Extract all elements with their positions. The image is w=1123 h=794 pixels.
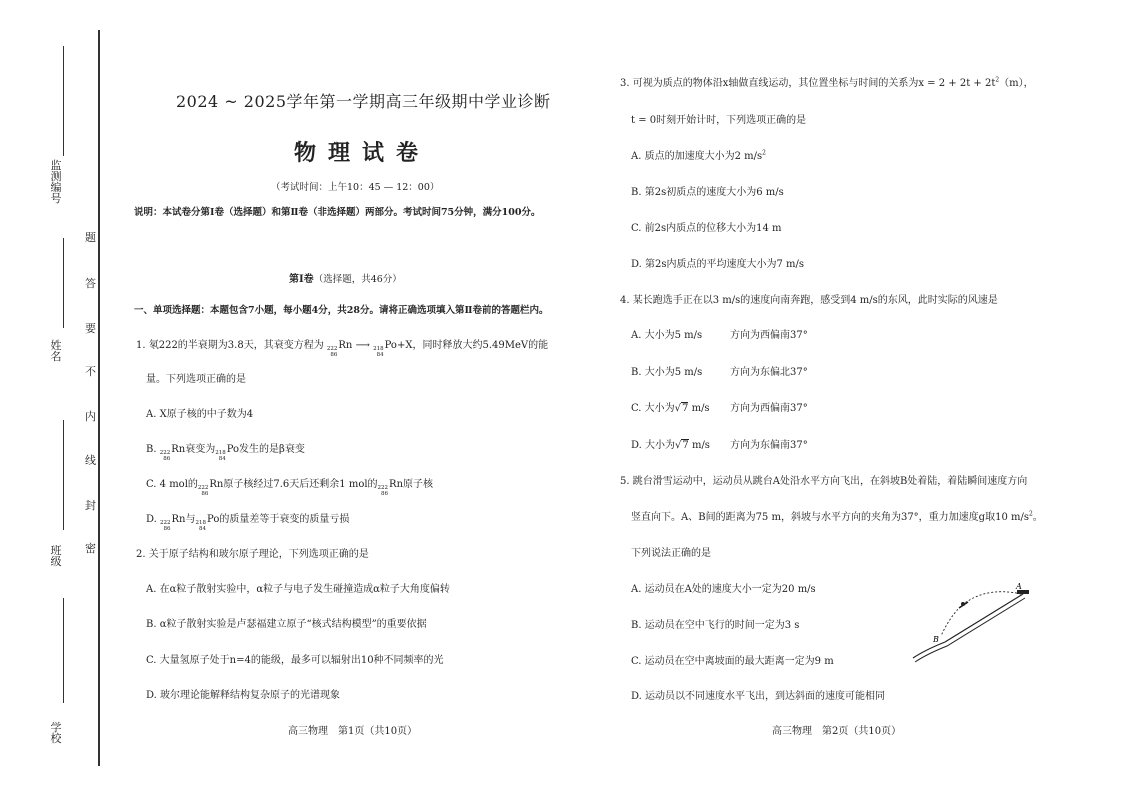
seal-char: 密	[85, 542, 96, 555]
exam-time: （考试时间：上午10：45 — 12：00）	[271, 182, 440, 193]
po-index	[215, 450, 226, 462]
q5-stem-text: 。	[1032, 512, 1043, 523]
rn-symbol: Rn	[171, 514, 186, 525]
rn-symbol: Rn	[209, 479, 224, 490]
exam-number-blank	[63, 46, 64, 156]
q3-option-a	[631, 147, 766, 162]
superscript: 2	[762, 149, 766, 157]
q2-option-d: D. 玻尔理论能解释结构复杂原子的光谱现象	[146, 690, 341, 701]
q4-option-c: C. 大小为√7 m/s	[631, 403, 710, 414]
ski-jump-diagram	[905, 580, 1035, 665]
option-text: C. 4 mol的	[146, 479, 198, 490]
trajectory	[941, 592, 1021, 636]
option-text: 发生的是β衰变	[239, 444, 305, 455]
school-label: 学 校	[50, 721, 73, 745]
rn-mass: 222	[377, 485, 389, 491]
decay-arrow: ⟶	[355, 340, 370, 351]
option-text: 原子核经过7.6天后还剩余1 mol的	[223, 479, 378, 490]
po-z: 84	[199, 526, 207, 532]
part-heading	[289, 270, 402, 285]
q5-option-b: B. 运动员在空中飞行的时间一定为3 s	[631, 620, 800, 631]
q3-stem-cont: t = 0时刻开始计时，下列选项正确的是	[631, 115, 807, 126]
left-page-footer: 高三物理 第1页（共10页）	[288, 726, 418, 737]
q2-option-a: A. 在α粒子散射实验中，α粒子与电子发生碰撞造成α粒子大角度偏转	[146, 584, 450, 595]
skier-icon	[959, 602, 968, 608]
sqrt-radicand: 7	[682, 403, 689, 414]
po-index	[373, 346, 384, 358]
seal-char: 线	[85, 454, 96, 467]
rn-mass: 222	[326, 346, 338, 352]
q1-option-c	[146, 475, 433, 497]
rn-mass: 222	[160, 520, 171, 526]
rn-symbol: Rn	[389, 479, 404, 490]
option-letter: D.	[146, 514, 157, 525]
subject-title: 物理试卷	[294, 140, 431, 166]
po-mass: 218	[215, 450, 226, 456]
q3-stem-text: （m），	[999, 78, 1034, 89]
name-blank	[63, 238, 64, 328]
q4-option-a	[631, 326, 702, 341]
superscript: 2	[995, 76, 1000, 84]
q1-option-d	[146, 510, 349, 532]
seal-char: 内	[85, 410, 96, 423]
option-text: C. 大小为	[631, 403, 675, 414]
figure-label-a: A	[1016, 582, 1022, 591]
unit: m/s	[688, 440, 710, 451]
q2-option-c: C. 大量氢原子处于n=4的能级，最多可以辐射出10种不同频率的光	[146, 655, 444, 666]
slope-lower-edge	[915, 598, 1025, 662]
rn-index	[160, 520, 171, 532]
rn-mass: 222	[159, 450, 171, 456]
figure-label-b: B	[933, 635, 939, 644]
option-text: 原子核	[403, 479, 434, 490]
q4-option-b: B. 大小为5 m/s	[631, 367, 703, 378]
q5-option-d: D. 运动员以不同速度水平飞出，到达斜面的速度可能相同	[631, 691, 886, 702]
q1-stem-text: +X，同时释放大约5.49MeV的能	[396, 340, 549, 351]
q1-stem	[136, 336, 548, 358]
q5-stem: 5. 跳台滑雪运动中，运动员从跳台A处沿水平方向飞出，在斜坡B处着陆，着陆瞬间速度方向	[620, 476, 1028, 487]
exam-number-label: 监测编号	[50, 159, 62, 205]
rn-index	[327, 346, 338, 358]
option-text: 的质量差等于衰变的质量亏损	[219, 514, 350, 525]
q5-option-a: A. 运动员在A处的速度大小一定为20 m/s	[631, 584, 816, 595]
q4-option-b-direction: 方向为东偏北37°	[730, 367, 808, 378]
seal-char: 题	[85, 231, 96, 244]
seal-char: 要	[85, 322, 96, 335]
po-z: 84	[376, 352, 384, 358]
q3-option-d: D. 第2s内质点的平均速度大小为7 m/s	[631, 259, 805, 270]
rn-symbol: Rn	[171, 444, 186, 455]
q5-option-c: C. 运动员在空中离坡面的最大距离一定为9 m	[631, 656, 834, 667]
binding-line	[98, 30, 100, 766]
exam-title: 2024 ~ 2025学年第一学期高三年级期中学业诊断	[176, 92, 551, 111]
q4-stem: 4. 某长跑选手正在以3 m/s的速度向南奔跑，感受到4 m/s的东风，此时实际的风速是	[620, 295, 998, 306]
q5-stem-text: 竖直向下。A、B间的距离为75 m，斜坡与水平方向的夹角为37°，重力加速度g取10 m/s	[631, 512, 1029, 523]
seal-char: 答	[85, 277, 96, 290]
section-title: 一、单项选择题：本题包含7小题，每小题4分，共28分。请将正确选项填入第Ⅱ卷前的答题栏内。	[134, 305, 549, 316]
q5-stem-question: 下列说法正确的是	[631, 548, 711, 559]
part-subtitle: （选择题，共46分）	[313, 274, 402, 285]
class-label: 班 级	[50, 544, 73, 568]
q3-stem-text: 3. 可视为质点的物体沿x轴做直线运动，其位置坐标与时间的关系为x = 2 + 2t + 2t	[620, 78, 996, 89]
q1-option-a: A. X原子核的中子数为4	[146, 409, 254, 420]
rn-index	[378, 485, 389, 497]
q4-option-c-direction: 方向为西偏南37°	[730, 403, 808, 414]
q4-option-d-direction: 方向为东偏南37°	[730, 440, 808, 451]
po-mass: 218	[195, 520, 207, 526]
q5-stem-cont	[631, 508, 1043, 523]
po-symbol: Po	[384, 340, 397, 351]
rn-z: 86	[163, 526, 171, 532]
q2-option-b: B. α粒子散射实验是卢瑟福建立原子“核式结构模型”的重要依据	[146, 619, 427, 630]
rn-index	[198, 485, 209, 497]
po-z: 84	[218, 456, 226, 462]
seal-char: 封	[85, 499, 96, 512]
option-text: A. 大小为5 m/s	[631, 330, 703, 341]
q3-option-b: B. 第2s初质点的速度大小为6 m/s	[631, 187, 784, 198]
q3-option-c: C. 前2s内质点的位移大小为14 m	[631, 223, 782, 234]
rn-index	[160, 450, 171, 462]
po-index	[196, 520, 207, 532]
unit: m/s	[688, 403, 710, 414]
rn-z: 86	[330, 352, 338, 358]
option-text: D. 大小为	[631, 440, 676, 451]
superscript: 2	[1028, 510, 1033, 518]
sqrt-radicand: 7	[682, 440, 689, 451]
rn-z: 86	[163, 456, 171, 462]
q4-option-d: D. 大小为√7 m/s	[631, 440, 710, 451]
school-blank	[63, 598, 64, 703]
q1-option-b	[146, 440, 305, 462]
slope-upper-edge	[913, 594, 1023, 658]
option-text: A. 质点的加速度大小为2 m/s	[631, 151, 763, 162]
class-blank	[63, 420, 64, 530]
q3-stem	[620, 74, 1034, 89]
option-text: 与	[185, 514, 196, 525]
part-title: 第Ⅰ卷	[289, 274, 314, 285]
option-text: 衰变为	[185, 444, 216, 455]
po-mass: 218	[373, 346, 384, 352]
rn-mass: 222	[197, 485, 209, 491]
po-symbol: Po	[226, 444, 240, 455]
right-page-footer: 高三物理 第2页（共10页）	[772, 726, 902, 737]
q1-stem-cont: 量。下列选项正确的是	[146, 374, 246, 385]
option-letter: B.	[146, 444, 157, 455]
seal-char: 不	[85, 365, 96, 378]
q4-option-a-direction: 方向为西偏南37°	[730, 330, 808, 341]
rn-z: 86	[381, 491, 389, 497]
rn-symbol: Rn	[338, 340, 353, 351]
po-symbol: Po	[207, 514, 220, 525]
rn-z: 86	[201, 491, 209, 497]
q2-stem: 2. 关于原子结构和玻尔原子理论，下列选项正确的是	[136, 549, 369, 560]
instructions: 说明：本试卷分第Ⅰ卷（选择题）和第Ⅱ卷（非选择题）两部分。考试时间75分钟，满分100分。	[134, 207, 541, 218]
q1-stem-text: 1. 氡222的半衰期为3.8天，其衰变方程为	[136, 340, 324, 351]
name-label: 姓 名	[50, 339, 73, 363]
